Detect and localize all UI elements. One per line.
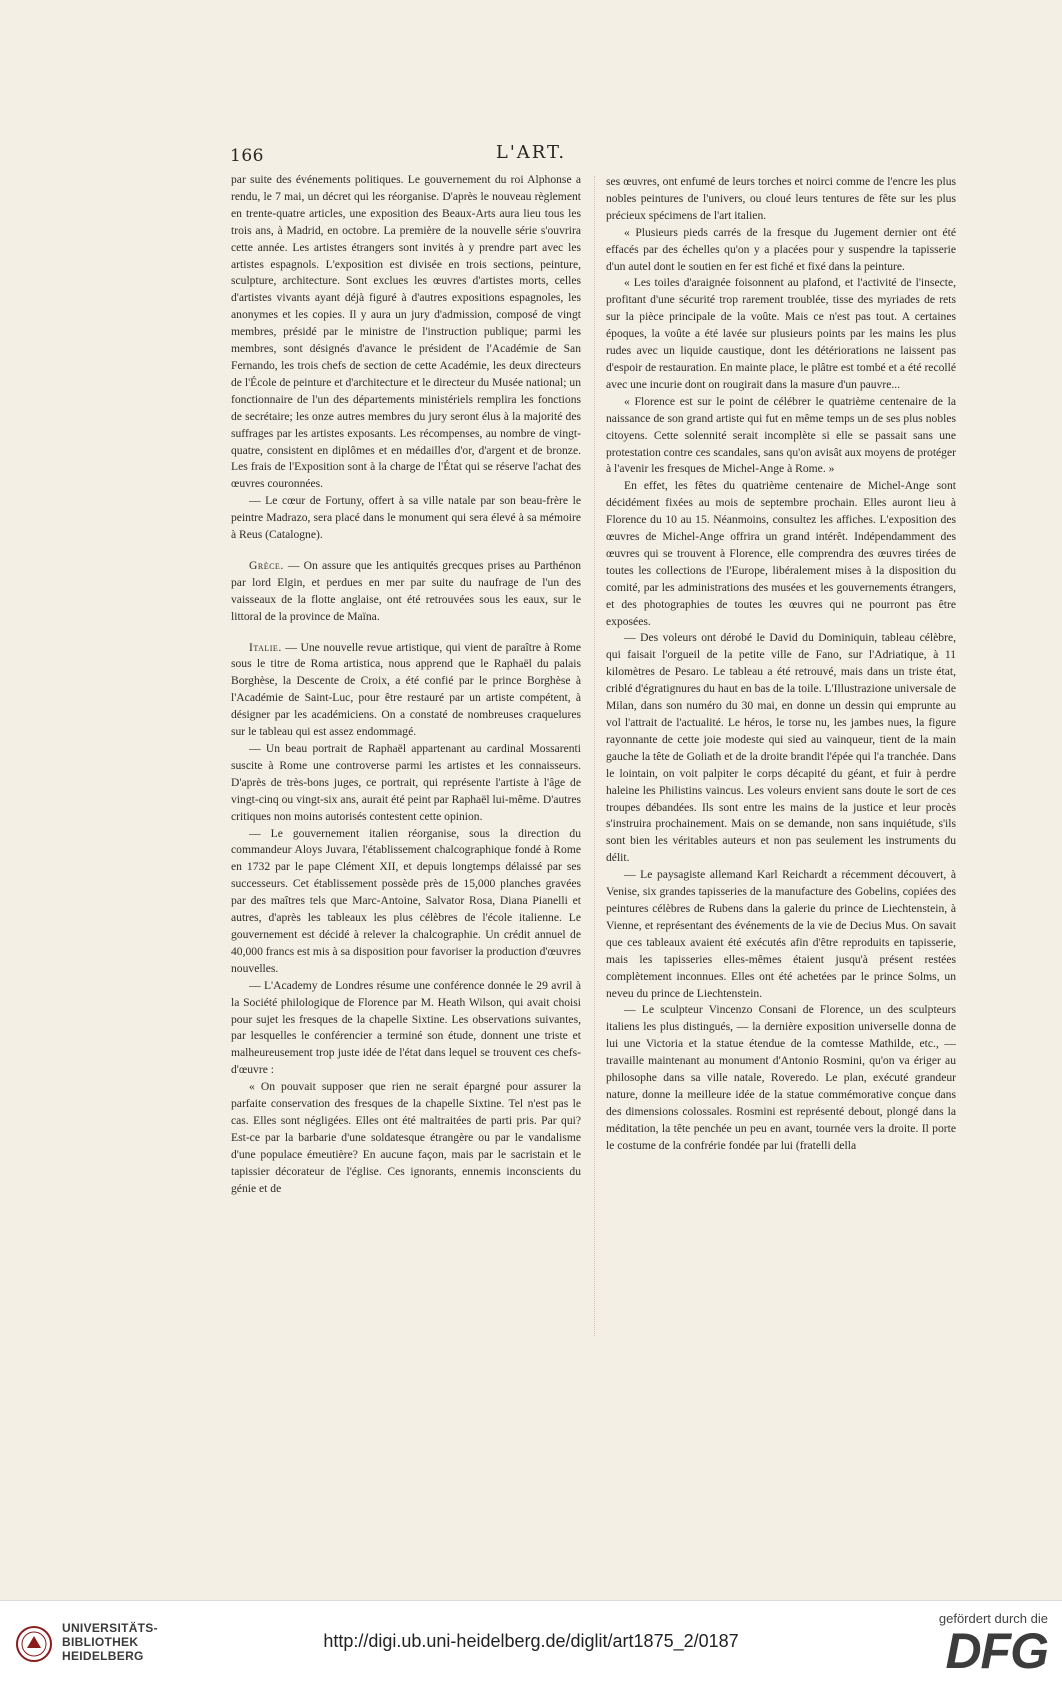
university-line: BIBLIOTHEK — [62, 1635, 139, 1649]
permalink[interactable]: http://digi.ub.uni-heidelberg.de/diglit/art1875_2/0187 — [323, 1631, 739, 1651]
section-greece — [231, 558, 581, 626]
right-column — [606, 174, 956, 1155]
university-line: HEIDELBERG — [62, 1649, 144, 1663]
university-line: UNIVERSITÄTS- — [62, 1621, 158, 1635]
paragraph: « Florence est sur le point de célébrer le quatrième centenaire de la naissance de son grand artiste qui fut en même temps un de ses plus nobles citoyens. Cette solennité serait incomplète si elle se passait sans une protestation contre ces scandales, sans qu'on avisât aux moyens de protéger à l'avenir les fresques de Michel-Ange à Rome. » — [606, 394, 956, 476]
funder-logo: DFG — [945, 1623, 1048, 1679]
paragraph: — Des voleurs ont dérobé le David du Dominiquin, tableau célèbre, qui faisait l'orgueil de la petite ville de Fano, sur l'Adriatique, à 11 kilomètres de Pesaro. Le tableau a été retrouvé, mais dans un triste état, criblé d'égratignures du haut en bas de la toile. L'Illustrazione universale de Milan, dans son numéro du 30 mai, en donne un dessin qui emprunte au vol l'attrait de l'actualité. Le héros, le torse nu, les jambes nues, la figure rayonnante de cette joie modeste qui sied au vainqueur, tient de la main gauche la tête de Goliath et de la droite brandit l'épée qui l'a tranchée. Dans le lointain, on voit palpiter le corps décapité du géant, et fuir à perdre haleine les Philistins vaincus. Les voleurs envient sans doute le sort de ces troupes débandées. Ils sont entre les mains de la justice et leur procès s'instruira prochainement. Mais on se demande, non sans inquiétude, s'ils sont bien les véritables auteurs et non pas seulement les instruments du délit. — [606, 631, 956, 865]
paragraph: En effet, les fêtes du quatrième centenaire de Michel-Ange sont décidément fixées au mois de septembre prochain. Elles auront lieu à Florence du 10 au 15. Néanmoins, consultez les affiches. L'exposition des œuvres de Michel-Ange offrira un grand intérêt. Indépendamment des œuvres qui se trouvent à Florence, elle comprendra des œuvres tirées de toutes les collections de l'Europe, libéralement mises à la disposition du comité, par les administrations des musées et les gouvernements étrangers, et des photographies de toutes les œuvres qui ne pourront pas être exposées. — [606, 479, 956, 628]
paragraph: « Les toiles d'araignée foisonnent au plafond, et l'activité de l'insecte, profitant d'une sécurité trop rarement troublée, tisse des myriades de rets sur la pièce principale de la voûte. Mais ce n'est pas tout. A certaines époques, la voûte a été lavée sur plusieurs points par les mains les plus rudes avec un liquide caustique, dont les détériorations ne laissent pas d'espoir de restauration. En mainte place, le plâtre est tombé et a été recollé avec une incurie dont on rougirait dans la masure d'un pauvre... — [606, 276, 956, 391]
left-column — [231, 172, 581, 1197]
column-divider — [594, 176, 595, 1336]
section-lead: Grèce. — [249, 558, 284, 572]
paragraph: ses œuvres, ont enfumé de leurs torches et noirci comme de l'encre les plus nobles peintures de l'univers, ou cloué leurs tentures de fête sur les plus précieux spécimens de l'art italien. — [606, 175, 956, 222]
paragraph: — Le paysagiste allemand Karl Reichardt a récemment découvert, à Venise, six grandes tapisseries de la manufacture des Gobelins, copiées des peintures célèbres de Rubens dans la galerie du prince de Liechtenstein, à Vienne, et représentant des événements de la vie de Decius Mus. On savait que ces tableaux avaient été exécutés afin d'être reproduits en tapisserie, mais les tapisseries elles-mêmes étaient jusqu'à présent restées complètement inconnues. Elles ont été achetées par le prince Solms, un neveu du prince de Liechtenstein. — [606, 868, 956, 1000]
paragraph: « On pouvait supposer que rien ne serait épargné pour assurer la parfaite conservation des fresques de la chapelle Sixtine. Tel n'est pas le cas. Elles sont négligées. Elles ont été maltraitées de parti pris. Par qui? Est-ce par la barbarie d'une soldatesque étrangère ou par le vandalisme d'une populace émeutière? En aucune façon, mais par le sacristain et le tapissier décorateur de l'église. Ces ignorants, ennemis inconscients du génie et de — [231, 1080, 581, 1195]
funder-caption: gefördert durch die — [938, 1611, 1048, 1626]
paragraph: — Le sculpteur Vincenzo Consani de Florence, un des sculpteurs italiens les plus distingués, — la dernière exposition universelle donna de lui une Victoria et la statue étendue de la comtesse Mathilde, etc., — travaille maintenant au monument d'Antonio Rosmini, qu'on va ériger au philosophe dans sa ville natale, Roveredo. Le plan, exécuté grandeur nature, donne la meilleure idée de la statue commémorative conçue dans des dimensions colossales. Rosmini est représenté debout, plongé dans la méditation, la tête penchée un peu en avant, tournée vers la droite. Il porte le costume de la confrérie fondée par lui (fratelli della — [606, 1003, 956, 1152]
page-number: 166 — [230, 146, 264, 166]
paragraph: — Le cœur de Fortuny, offert à sa ville natale par son beau-frère le peintre Madrazo, sera placé dans le monument qui sera élevé à sa mémoire à Reus (Catalogne). — [231, 494, 581, 542]
paragraph: « Plusieurs pieds carrés de la fresque du Jugement dernier ont été effacés par des échelles qu'on y a placées pour y suspendre la tapisserie d'un autel dont le soutien en fer est fiché et fixé dans la peinture. — [606, 225, 956, 273]
paragraph: — On assure que les antiquités grecques prises au Parthénon par lord Elgin, et perdues en mer par suite du naufrage de l'un des vaisseaux de la flotte anglaise, ont été retrouvées sous les eaux, sur le littoral de la province de Maïna. — [231, 558, 581, 623]
section-lead: Italie. — [249, 640, 282, 654]
viewer-footer — [0, 1600, 1062, 1683]
paragraph: — Le gouvernement italien réorganise, sous la direction du commandeur Aloys Juvara, l'établissement chalcographique fondé à Rome en 1732 par le pape Clément XII, et depuis longtemps délaissé par ses successeurs. Cet établissement possède près de 15,000 planches gravées par des maîtres tels que Marc-Antoine, Salvator Rosa, Diana Pianelli et autres, d'après les tableaux les plus célèbres de l'école italienne. Le gouvernement est décidé à relever la chalcographie. Un crédit annuel de 40,000 francs est mis à sa disposition pour favoriser la production d'œuvres nouvelles. — [231, 826, 581, 975]
section-italy — [231, 640, 581, 741]
paragraph: — L'Academy de Londres résume une conférence donnée le 29 avril à la Société philologique de Florence par M. Heath Wilson, qui avait choisi pour sujet les fresques de la chapelle Sixtine. Les observations suivantes, par lesquelles le conférencier a terminé son étude, donnent une triste et malheureusement trop juste idée de l'état dans lequel se trouvent ces chefs-d'œuvre : — [231, 978, 581, 1077]
running-title: L'ART. — [495, 142, 567, 163]
paragraph: — Une nouvelle revue artistique, qui vient de paraître à Rome sous le titre de Roma artistica, nous apprend que le Raphaël du palais Borghèse, la Descente de Croix, a été confié par le prince Borghèse à l'Académie de Saint-Luc, pour être restauré par un artiste compétent, à désigner par les académiciens. On a constaté de nombreuses craquelures sur le tableau qui est assez endommagé. — [231, 640, 581, 739]
paragraph: par suite des événements politiques. Le gouvernement du roi Alphonse a rendu, le 7 mai, un décret qui les réorganise. D'après le nouveau règlement en trente-quatre articles, une exposition des Beaux-Arts aura lieu tous les trois ans, à Madrid, en octobre. La première de la nouvelle série s'ouvrira cette année. Les artistes étrangers sont invités à y prendre part avec les artistes espagnols. L'exposition est divisée en trois sections, peinture, sculpture, architecture. Sont exclues les œuvres d'artistes morts, celles d'artistes vivants ayant déjà figuré à d'autres expositions espagnoles, les anonymes et les copies. Il y aura un jury d'admission, composé de vingt membres, présidé par le ministre de l'instruction publique; parmi les membres, sont désignés d'avance le président de l'Académie de San Fernando, les trois chefs de section de cette Académie, les deux directeurs de l'École de peinture et d'architecture et le directeur du Musée national; un fonctionnaire de l'un des départements ministériels remplira les fonctions de secrétaire; les onze autres membres du jury seront élus à la majorité des suffrages par les artistes exposants. Les récompenses, au nombre de vingt-quatre, consistent en diplômes et en médailles d'or, d'argent et de bronze. Les frais de l'Exposition sont à la charge de l'État qui se réserve l'achat des œuvres couronnées. — [231, 173, 581, 491]
paragraph: — Un beau portrait de Raphaël appartenant au cardinal Mossarenti suscite à Rome une controverse parmi les artistes et les connaisseurs. D'après de très-bons juges, ce portrait, qui représente l'artiste à l'âge de vingt-cinq ou vingt-six ans, aurait été peint par Raphaël lui-même. D'autres critiques non moins autorisés contestent cette opinion. — [231, 742, 581, 823]
